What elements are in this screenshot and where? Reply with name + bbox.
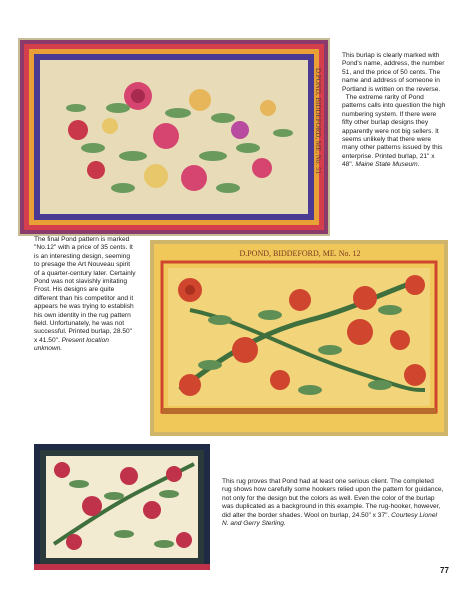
top-rug-photo — [18, 38, 330, 236]
caption-middle-credit: Present location unknown. — [34, 336, 109, 353]
caption-middle-text: The final Pond pattern is marked "No.12" with a price of 35 cents. It is an interesting design, seeming to presage the Art Nouveau spirit of a quarter-century later. Certainly Pond was not slavishly imitating Frost. His designs are quite different than his competitor and it appears he was trying to establish his own identity in the rug pattern field. Unfortunately, he was not successful. Printed burlap, 28.50" x 41.50". — [34, 236, 136, 344]
bottom-rug-photo — [34, 444, 210, 570]
caption-bottom-credit: Courtesy Lionel N. and Gerry Sterling. — [222, 511, 437, 528]
top-rug-label: D.POND, BIDDEFORD, ME. No. 51 — [314, 68, 322, 174]
middle-rug-label: D.POND, BIDDEFORD, ME. No. 12 — [239, 249, 361, 258]
caption-bottom — [222, 478, 444, 528]
caption-top — [342, 52, 446, 170]
caption-top-text2: The extreme rarity of Pond patterns calls into question the high numbering system. If there were fifty other burlap designs they apparently were not big sellers. It seems unlikely that there were many other patterns issued by this enterprise. Printed burlap, 21" x 48". — [342, 94, 446, 169]
caption-middle — [34, 236, 136, 354]
middle-rug-photo — [150, 240, 448, 436]
page-number: 77 — [440, 566, 449, 575]
caption-top-credit: Maine State Museum. — [355, 161, 420, 169]
caption-bottom-text: This rug proves that Pond had at least one serious client. The completed rug shows how carefully some hookers relied upon the pattern for guidance, not only for the design but the colors as well. Even the color of the burlap was duplicated as a background in this example. The rug-hooker, however, did alter the border shades. Wool on burlap, 24.50" x 37". — [222, 478, 444, 519]
caption-top-text: This burlap is clearly marked with Pond's name, address, the number 51, and the price of 50 cents. The name and address of someone in Portland is written on the reverse. — [342, 52, 445, 93]
